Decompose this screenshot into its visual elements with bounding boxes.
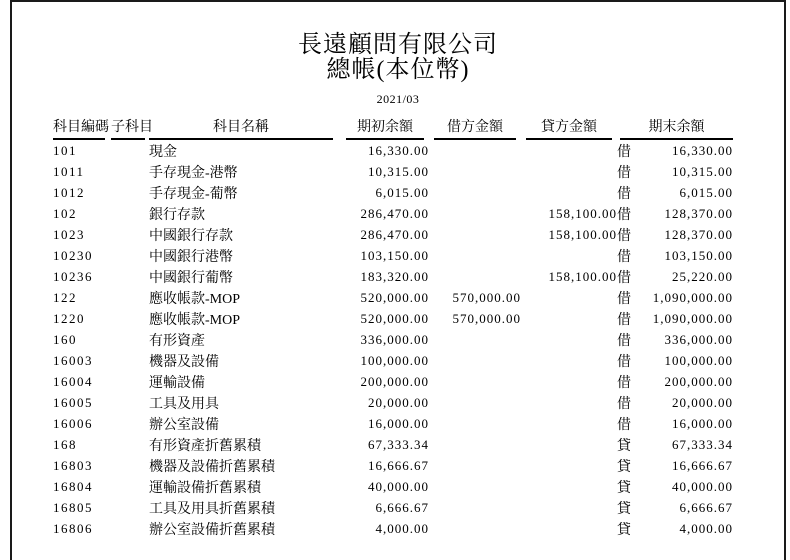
table-row <box>53 350 733 371</box>
account-name: 銀行存款 <box>149 207 205 223</box>
ending-balance: 200,000.00 <box>664 373 733 389</box>
ending-balance: 336,000.00 <box>664 331 733 347</box>
account-code: 16005 <box>53 394 93 410</box>
ending-balance: 40,000.00 <box>672 478 733 494</box>
credit-amount: 158,100.00 <box>548 226 617 242</box>
opening-balance: 200,000.00 <box>360 373 429 389</box>
ending-balance: 128,370.00 <box>664 205 733 221</box>
credit-amount <box>521 350 617 371</box>
debit-credit-indicator: 借 <box>617 291 631 307</box>
credit-amount <box>521 287 617 308</box>
account-name: 工具及用具折舊累積 <box>149 501 275 517</box>
sub-account <box>111 161 149 182</box>
credit-amount <box>521 392 617 413</box>
opening-balance: 16,330.00 <box>368 142 429 158</box>
opening-balance: 336,000.00 <box>360 331 429 347</box>
debit-amount <box>429 476 521 497</box>
opening-balance: 103,150.00 <box>360 247 429 263</box>
ledger-table <box>53 113 733 539</box>
debit-credit-indicator: 貸 <box>617 501 631 517</box>
account-code: 122 <box>53 289 77 305</box>
debit-credit-indicator: 借 <box>617 249 631 265</box>
opening-balance: 183,320.00 <box>360 268 429 284</box>
account-code: 16806 <box>53 520 93 536</box>
account-name: 辦公室設備折舊累積 <box>149 522 275 538</box>
credit-amount <box>521 497 617 518</box>
account-name: 中國銀行存款 <box>149 228 233 244</box>
account-name: 有形資產 <box>149 333 205 349</box>
opening-balance: 286,470.00 <box>360 226 429 242</box>
sub-account <box>111 497 149 518</box>
debit-amount <box>429 161 521 182</box>
ending-balance: 1,090,000.00 <box>652 310 733 326</box>
opening-balance: 520,000.00 <box>360 310 429 326</box>
company-name: 長遠顧問有限公司 <box>298 32 498 58</box>
account-code: 1023 <box>53 226 85 242</box>
column-header-opening-balance: 期初余額 <box>341 113 429 140</box>
debit-credit-indicator: 借 <box>617 186 631 202</box>
sub-account <box>111 329 149 350</box>
account-code: 16804 <box>53 478 93 494</box>
sub-account <box>111 413 149 434</box>
sub-account <box>111 371 149 392</box>
ending-balance: 103,150.00 <box>664 247 733 263</box>
table-row <box>53 329 733 350</box>
credit-amount: 158,100.00 <box>548 268 617 284</box>
table-row <box>53 266 733 287</box>
ending-balance: 25,220.00 <box>672 268 733 284</box>
debit-credit-indicator: 借 <box>617 333 631 349</box>
debit-credit-indicator: 借 <box>617 396 631 412</box>
account-name: 手存現金-港幣 <box>149 165 238 181</box>
debit-amount: 570,000.00 <box>452 289 521 305</box>
debit-amount <box>429 350 521 371</box>
debit-amount: 570,000.00 <box>452 310 521 326</box>
account-code: 16004 <box>53 373 93 389</box>
opening-balance: 286,470.00 <box>360 205 429 221</box>
opening-balance: 100,000.00 <box>360 352 429 368</box>
account-code: 168 <box>53 436 77 452</box>
ending-balance: 67,333.34 <box>672 436 733 452</box>
table-row <box>53 518 733 539</box>
ending-balance: 20,000.00 <box>672 394 733 410</box>
debit-amount <box>429 182 521 203</box>
sub-account <box>111 224 149 245</box>
account-code: 160 <box>53 331 77 347</box>
column-header-account-name: 科目名稱 <box>149 113 341 140</box>
account-name: 機器及設備折舊累積 <box>149 459 275 475</box>
column-header-code: 科目編碼 <box>53 113 111 140</box>
sub-account <box>111 140 149 161</box>
table-row <box>53 224 733 245</box>
opening-balance: 520,000.00 <box>360 289 429 305</box>
column-header-ending-balance: 期末余額 <box>617 113 733 140</box>
sub-account <box>111 287 149 308</box>
credit-amount <box>521 329 617 350</box>
table-row <box>53 182 733 203</box>
ending-balance: 6,666.67 <box>679 499 733 515</box>
debit-amount <box>429 224 521 245</box>
sub-account <box>111 266 149 287</box>
opening-balance: 67,333.34 <box>368 436 429 452</box>
account-name: 有形資產折舊累積 <box>149 438 261 454</box>
credit-amount: 158,100.00 <box>548 205 617 221</box>
credit-amount <box>521 308 617 329</box>
report-header <box>12 32 784 107</box>
opening-balance: 4,000.00 <box>375 520 429 536</box>
debit-amount <box>429 245 521 266</box>
account-name: 運輸設備折舊累積 <box>149 480 261 496</box>
ending-balance: 100,000.00 <box>664 352 733 368</box>
debit-amount <box>429 140 521 161</box>
debit-credit-indicator: 貸 <box>617 480 631 496</box>
debit-credit-indicator: 借 <box>617 354 631 370</box>
report-period: 2021/03 <box>376 92 420 106</box>
sub-account <box>111 476 149 497</box>
account-code: 16003 <box>53 352 93 368</box>
account-code: 102 <box>53 205 77 221</box>
debit-credit-indicator: 貸 <box>617 438 631 454</box>
sub-account <box>111 350 149 371</box>
account-name: 中國銀行葡幣 <box>149 270 233 286</box>
column-header-debit-amount: 借方金額 <box>429 113 521 140</box>
account-name: 工具及用具 <box>149 396 219 412</box>
account-name: 手存現金-葡幣 <box>149 186 238 202</box>
debit-amount <box>429 371 521 392</box>
opening-balance: 6,666.67 <box>375 499 429 515</box>
debit-amount <box>429 266 521 287</box>
debit-credit-indicator: 貸 <box>617 522 631 538</box>
sub-account <box>111 518 149 539</box>
debit-credit-indicator: 借 <box>617 144 631 160</box>
debit-credit-indicator: 借 <box>617 417 631 433</box>
credit-amount <box>521 413 617 434</box>
column-header-credit-amount: 貸方金額 <box>521 113 617 140</box>
table-row <box>53 161 733 182</box>
credit-amount <box>521 476 617 497</box>
credit-amount <box>521 518 617 539</box>
debit-amount <box>429 392 521 413</box>
account-name: 應收帳款-MOP <box>149 291 241 307</box>
opening-balance: 16,000.00 <box>368 415 429 431</box>
ending-balance: 6,015.00 <box>679 184 733 200</box>
credit-amount <box>521 434 617 455</box>
opening-balance: 40,000.00 <box>368 478 429 494</box>
credit-amount <box>521 245 617 266</box>
account-code: 101 <box>53 142 77 158</box>
opening-balance: 16,666.67 <box>368 457 429 473</box>
debit-credit-indicator: 借 <box>617 312 631 328</box>
account-code: 10236 <box>53 268 93 284</box>
table-row <box>53 455 733 476</box>
table-row <box>53 308 733 329</box>
sub-account <box>111 182 149 203</box>
sub-account <box>111 308 149 329</box>
account-name: 運輸設備 <box>149 375 205 391</box>
sub-account <box>111 245 149 266</box>
account-code: 1012 <box>53 184 85 200</box>
debit-amount <box>429 497 521 518</box>
table-row <box>53 140 733 161</box>
ending-balance: 16,000.00 <box>672 415 733 431</box>
debit-amount <box>429 518 521 539</box>
column-header-sub-account: 子科目 <box>111 113 149 140</box>
account-name: 辦公室設備 <box>149 417 219 433</box>
account-name: 中國銀行港幣 <box>149 249 233 265</box>
sub-account <box>111 434 149 455</box>
ending-balance: 16,330.00 <box>672 142 733 158</box>
table-row <box>53 434 733 455</box>
debit-amount <box>429 434 521 455</box>
credit-amount <box>521 161 617 182</box>
sub-account <box>111 455 149 476</box>
debit-credit-indicator: 借 <box>617 270 631 286</box>
account-name: 機器及設備 <box>149 354 219 370</box>
debit-credit-indicator: 貸 <box>617 459 631 475</box>
debit-credit-indicator: 借 <box>617 228 631 244</box>
sub-account <box>111 203 149 224</box>
sub-account <box>111 392 149 413</box>
credit-amount <box>521 455 617 476</box>
table-row <box>53 497 733 518</box>
ending-balance: 16,666.67 <box>672 457 733 473</box>
table-row <box>53 413 733 434</box>
credit-amount <box>521 182 617 203</box>
report-page <box>10 0 786 560</box>
table-row <box>53 245 733 266</box>
ending-balance: 4,000.00 <box>679 520 733 536</box>
table-header-row <box>53 113 733 140</box>
ending-balance: 10,315.00 <box>672 163 733 179</box>
table-row <box>53 287 733 308</box>
debit-credit-indicator: 借 <box>617 207 631 223</box>
account-code: 16805 <box>53 499 93 515</box>
account-code: 16803 <box>53 457 93 473</box>
debit-amount <box>429 203 521 224</box>
debit-amount <box>429 413 521 434</box>
credit-amount <box>521 140 617 161</box>
table-row <box>53 371 733 392</box>
ending-balance: 128,370.00 <box>664 226 733 242</box>
table-row <box>53 392 733 413</box>
debit-amount <box>429 329 521 350</box>
table-row <box>53 203 733 224</box>
debit-credit-indicator: 借 <box>617 375 631 391</box>
account-code: 10230 <box>53 247 93 263</box>
account-name: 現金 <box>149 144 177 160</box>
debit-credit-indicator: 借 <box>617 165 631 181</box>
opening-balance: 6,015.00 <box>375 184 429 200</box>
opening-balance: 20,000.00 <box>368 394 429 410</box>
report-title: 總帳(本位幣) <box>326 57 470 83</box>
account-code: 16006 <box>53 415 93 431</box>
ledger-table-body <box>53 140 733 539</box>
opening-balance: 10,315.00 <box>368 163 429 179</box>
ending-balance: 1,090,000.00 <box>652 289 733 305</box>
account-name: 應收帳款-MOP <box>149 312 241 328</box>
account-code: 1220 <box>53 310 85 326</box>
credit-amount <box>521 371 617 392</box>
table-row <box>53 476 733 497</box>
debit-amount <box>429 455 521 476</box>
account-code: 1011 <box>53 163 85 179</box>
